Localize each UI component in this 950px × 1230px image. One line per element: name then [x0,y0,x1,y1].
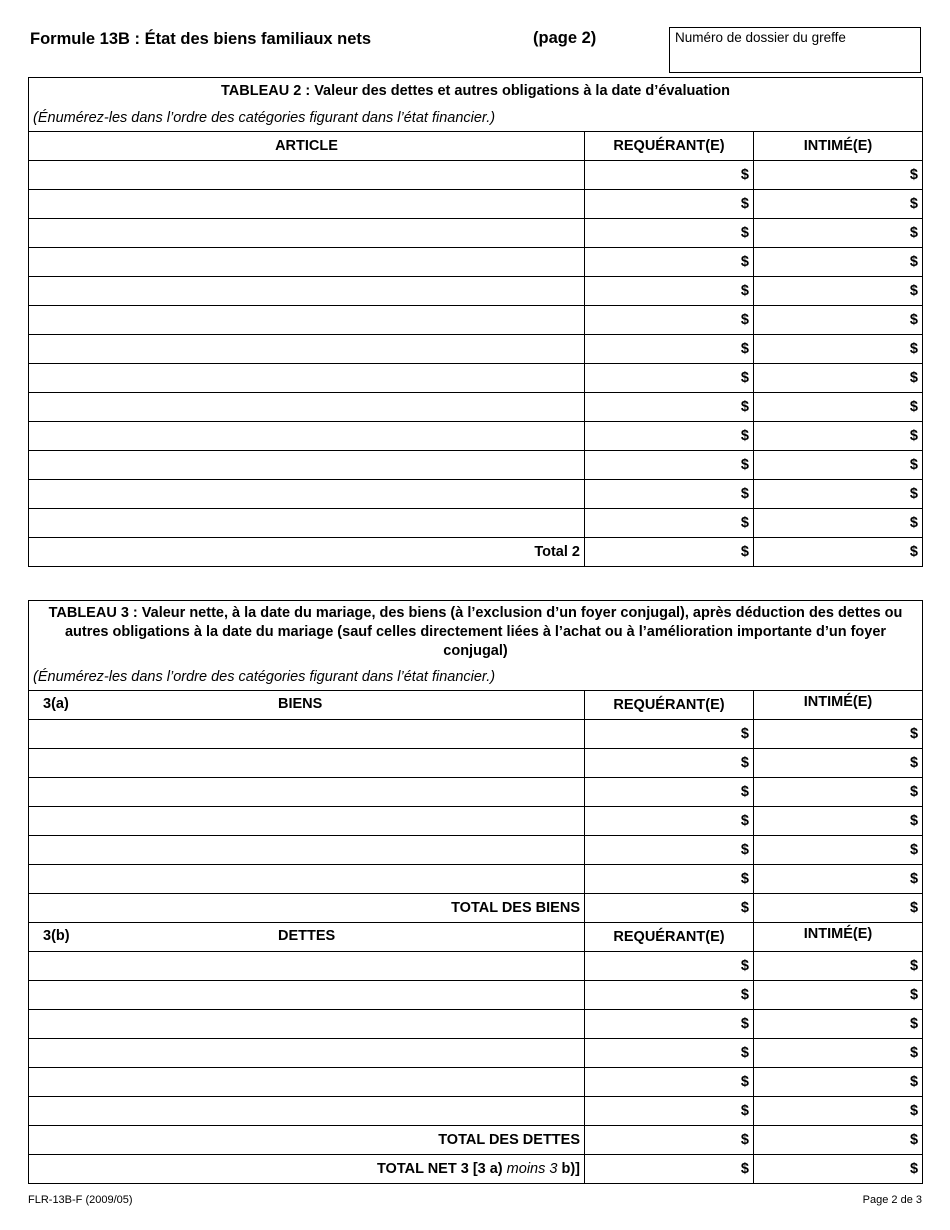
t2-applicant-amount-9[interactable]: $ [585,393,754,422]
t3b-item-field-4[interactable] [29,1038,585,1067]
total-debts-respondent[interactable]: $ [754,1125,923,1154]
table-row [29,806,923,835]
table-row [29,951,923,980]
t3a-item-field-1[interactable] [29,719,585,748]
table-3-instruction: (Énumérez-les dans l’ordre des catégories figurant dans l’état financier.) [29,664,923,690]
t3b-applicant-amount-4[interactable]: $ [585,1038,754,1067]
table-row [29,748,923,777]
t3a-respondent-amount-3[interactable]: $ [754,777,923,806]
net-total-label-minus: moins [506,1160,546,1177]
assets-section-number: 3(a) [43,695,69,712]
net-total-applicant[interactable]: $ [585,1154,754,1183]
t2-applicant-amount-6[interactable]: $ [585,306,754,335]
table-row [29,509,923,538]
assets-header-row [29,690,923,719]
total-2-label: Total 2 [29,538,585,567]
t2-item-field-8[interactable] [29,364,585,393]
table-row [29,1038,923,1067]
t3b-respondent-amount-5[interactable]: $ [754,1067,923,1096]
t3b-respondent-amount-3[interactable]: $ [754,1009,923,1038]
table-row [29,335,923,364]
t3a-applicant-amount-2[interactable]: $ [585,748,754,777]
t3b-item-field-2[interactable] [29,980,585,1009]
table-row [29,161,923,190]
debts-section-number: 3(b) [43,927,70,944]
table-row [29,835,923,864]
column-header-respondent: INTIMÉ(E) [754,132,923,161]
table-row [29,306,923,335]
assets-column-header-applicant: REQUÉRANT(E) [585,690,754,719]
net-total-label-part4: b)] [561,1160,580,1177]
table-row [29,719,923,748]
t3b-respondent-amount-6[interactable]: $ [754,1096,923,1125]
table-row [29,422,923,451]
t3b-item-field-3[interactable] [29,1009,585,1038]
total-debts-applicant[interactable]: $ [585,1125,754,1154]
debts-column-header-respondent: INTIMÉ(E) [754,922,923,951]
t2-respondent-amount-5[interactable]: $ [754,277,923,306]
table-row [29,277,923,306]
table-2-title: TABLEAU 2 : Valeur des dettes et autres obligations à la date d’évaluation [29,78,923,106]
form-title: Formule 13B : État des biens familiaux nets [30,30,372,48]
t2-applicant-amount-10[interactable]: $ [585,422,754,451]
t2-item-field-5[interactable] [29,277,585,306]
table-row [29,451,923,480]
total-assets-label: TOTAL DES BIENS [29,893,585,922]
t2-respondent-amount-3[interactable]: $ [754,219,923,248]
t2-applicant-amount-7[interactable]: $ [585,335,754,364]
t3a-item-field-4[interactable] [29,806,585,835]
t3a-respondent-amount-2[interactable]: $ [754,748,923,777]
t3b-applicant-amount-1[interactable]: $ [585,951,754,980]
t3b-applicant-amount-2[interactable]: $ [585,980,754,1009]
t3a-item-field-2[interactable] [29,748,585,777]
table-3-title: TABLEAU 3 : Valeur nette, à la date du mariage, des biens (à l’exclusion d’un foyer conjugal), après déduction des dettes ou autres obligations à la date du mariage (sauf celles directement liées à l’achat ou à l’amélioration importante d’un foyer conjugal) [29,601,923,665]
total-2-respondent[interactable]: $ [754,538,923,567]
t2-respondent-amount-10[interactable]: $ [754,422,923,451]
table-row [29,777,923,806]
table-row [29,190,923,219]
total-assets-applicant[interactable]: $ [585,893,754,922]
t2-respondent-amount-2[interactable]: $ [754,190,923,219]
form-code: FLR-13B-F (2009/05) [28,1194,133,1206]
total-assets-row [29,893,923,922]
total-2-applicant[interactable]: $ [585,538,754,567]
t2-item-field-13[interactable] [29,509,585,538]
t3a-respondent-amount-4[interactable]: $ [754,806,923,835]
debts-header-row [29,922,923,951]
net-total-label [29,1154,585,1183]
t2-item-field-6[interactable] [29,306,585,335]
t2-item-field-10[interactable] [29,422,585,451]
t2-item-field-12[interactable] [29,480,585,509]
net-total-respondent[interactable]: $ [754,1154,923,1183]
t2-applicant-amount-5[interactable]: $ [585,277,754,306]
table-row [29,864,923,893]
t3a-applicant-amount-5[interactable]: $ [585,835,754,864]
t2-respondent-amount-12[interactable]: $ [754,480,923,509]
assets-column-header-respondent: INTIMÉ(E) [754,690,923,719]
t2-applicant-amount-1[interactable]: $ [585,161,754,190]
t2-item-field-1[interactable] [29,161,585,190]
t3b-applicant-amount-6[interactable]: $ [585,1096,754,1125]
t2-applicant-amount-8[interactable]: $ [585,364,754,393]
t3a-item-field-6[interactable] [29,864,585,893]
t2-item-field-7[interactable] [29,335,585,364]
total-debts-row [29,1125,923,1154]
table-2-instruction: (Énumérez-les dans l’ordre des catégories figurant dans l’état financier.) [29,106,923,132]
t2-respondent-amount-8[interactable]: $ [754,364,923,393]
t2-respondent-amount-13[interactable]: $ [754,509,923,538]
t3a-applicant-amount-6[interactable]: $ [585,864,754,893]
column-header-article: ARTICLE [29,132,585,161]
t3b-applicant-amount-3[interactable]: $ [585,1009,754,1038]
t3b-respondent-amount-2[interactable]: $ [754,980,923,1009]
t2-item-field-3[interactable] [29,219,585,248]
t2-applicant-amount-11[interactable]: $ [585,451,754,480]
t3b-item-field-6[interactable] [29,1096,585,1125]
table-row [29,219,923,248]
t3a-applicant-amount-3[interactable]: $ [585,777,754,806]
t2-applicant-amount-3[interactable]: $ [585,219,754,248]
court-file-number-field[interactable] [669,27,921,73]
debts-section-label: DETTES [278,927,336,944]
t3a-item-field-3[interactable] [29,777,585,806]
t3a-respondent-amount-6[interactable]: $ [754,864,923,893]
t3a-applicant-amount-4[interactable]: $ [585,806,754,835]
t2-applicant-amount-4[interactable]: $ [585,248,754,277]
assets-section-label: BIENS [278,695,323,712]
t3b-respondent-amount-4[interactable]: $ [754,1038,923,1067]
total-2-row [29,538,923,567]
table-row [29,1096,923,1125]
t3b-applicant-amount-5[interactable]: $ [585,1067,754,1096]
t2-item-field-9[interactable] [29,393,585,422]
net-total-label-part3: 3 [545,1160,562,1177]
table-2-debts-at-valuation [28,77,923,567]
table-row [29,248,923,277]
t3a-applicant-amount-1[interactable]: $ [585,719,754,748]
net-total-row [29,1154,923,1183]
debts-section-header [29,922,585,951]
t3b-item-field-1[interactable] [29,951,585,980]
t2-applicant-amount-2[interactable]: $ [585,190,754,219]
t3b-item-field-5[interactable] [29,1067,585,1096]
court-file-number-label: Numéro de dossier du greffe [675,30,846,45]
table-row [29,980,923,1009]
t2-item-field-2[interactable] [29,190,585,219]
page-number: Page 2 de 3 [862,1194,922,1206]
t3a-respondent-amount-5[interactable]: $ [754,835,923,864]
table-row [29,1067,923,1096]
t2-item-field-11[interactable] [29,451,585,480]
column-header-applicant: REQUÉRANT(E) [585,132,754,161]
total-assets-respondent[interactable]: $ [754,893,923,922]
t2-respondent-amount-9[interactable]: $ [754,393,923,422]
debts-column-header-applicant: REQUÉRANT(E) [585,922,754,951]
table-3-net-value-at-marriage [28,600,923,1184]
t2-applicant-amount-13[interactable]: $ [585,509,754,538]
t3a-respondent-amount-1[interactable]: $ [754,719,923,748]
table-row [29,393,923,422]
t3a-item-field-5[interactable] [29,835,585,864]
t3b-respondent-amount-1[interactable]: $ [754,951,923,980]
page-label: (page 2) [533,29,597,47]
t2-respondent-amount-1[interactable]: $ [754,161,923,190]
assets-section-header [29,690,585,719]
t2-respondent-amount-4[interactable]: $ [754,248,923,277]
total-debts-label: TOTAL DES DETTES [29,1125,585,1154]
table-row [29,364,923,393]
table-row [29,1009,923,1038]
t2-respondent-amount-6[interactable]: $ [754,306,923,335]
t2-respondent-amount-7[interactable]: $ [754,335,923,364]
table-row [29,480,923,509]
net-total-label-part1: TOTAL NET 3 [3 a) [376,1160,507,1177]
t2-item-field-4[interactable] [29,248,585,277]
t2-respondent-amount-11[interactable]: $ [754,451,923,480]
t2-applicant-amount-12[interactable]: $ [585,480,754,509]
